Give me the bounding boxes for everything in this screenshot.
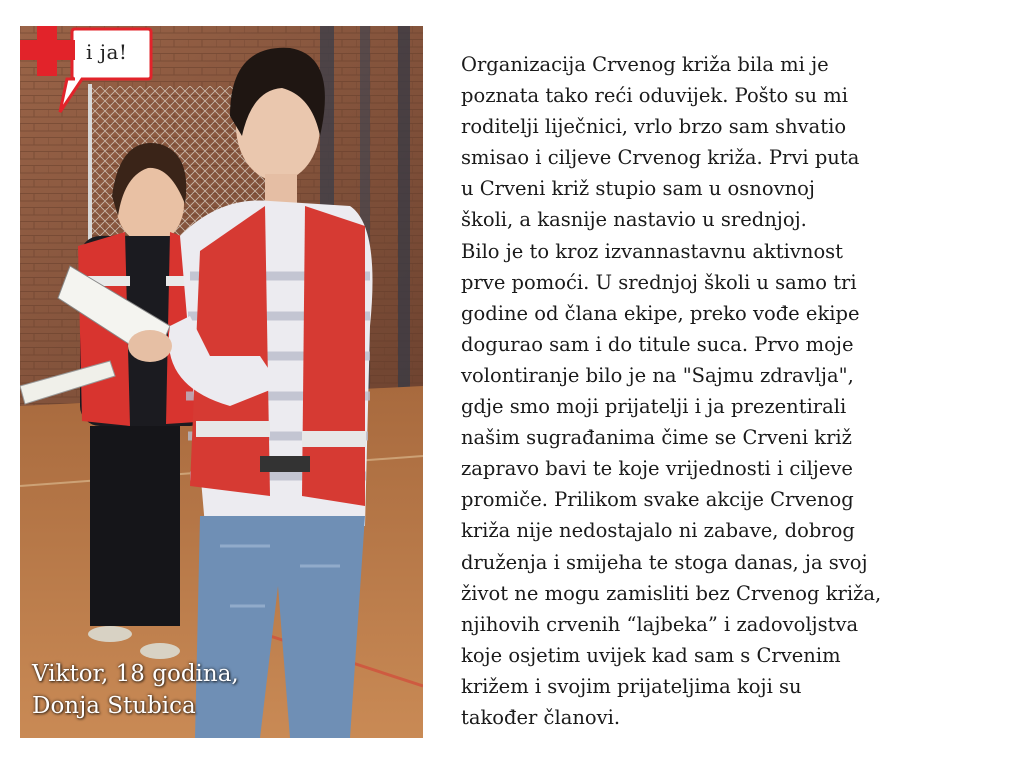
story-line: promiče. Prilikom svake akcije Crvenog [461, 488, 854, 512]
photo-caption [32, 658, 239, 722]
story-line: Organizacija Crvenog križa bila mi je [461, 53, 829, 76]
story-line: godine od člana ekipe, preko vođe ekipe [461, 301, 860, 325]
story-line: u Crveni križ stupio sam u osnovnoj [461, 177, 815, 201]
story-line: njihovih crvenih “lajbeka” i zadovoljstva [461, 612, 859, 636]
story-text [461, 49, 1013, 733]
story-line: koje osjetim uvijek kad sam s Crvenim [461, 643, 841, 667]
caption-location: Donja Stubica [32, 693, 196, 719]
story-line: školi, a kasnije nastavio u srednjoj. [461, 208, 807, 232]
story-line: prve pomoći. U srednjoj školi u samo tri [461, 270, 857, 294]
story-line: zapravo bavi te koje vrijednosti i ciljeve [461, 457, 853, 481]
story-line: život ne mogu zamisliti bez Crvenog križa, [461, 581, 882, 605]
volunteer-photo [20, 26, 423, 738]
story-line: volontiranje bilo je na "Sajmu zdravlja", [461, 363, 854, 387]
story-line: našim sugrađanima čime se Crveni križ [461, 426, 852, 450]
story-line: smisao i ciljeve Crvenog križa. Prvi puta [461, 146, 860, 170]
story-line: Bilo je to kroz izvannastavnu aktivnost [461, 239, 844, 263]
story-line: križa nije nedostajalo ni zabave, dobrog [461, 519, 855, 543]
story-line: također članovi. [461, 705, 621, 729]
story-line: gdje smo moji prijatelji i ja prezentirali [461, 395, 847, 419]
photo-scene [20, 26, 423, 738]
story-line: poznata tako reći oduvijek. Pošto su mi [461, 84, 848, 108]
story-line: roditelji liječnici, vrlo brzo sam shvatio [461, 115, 847, 139]
red-cross-logo [20, 26, 170, 116]
story-line: križem i svojim prijateljima koji su [461, 674, 802, 698]
story-line: druženja i smijeha te stoga danas, ja svoj [461, 550, 868, 574]
caption-name-age: Viktor, 18 godina, [32, 661, 239, 687]
bubble-text: i ja! [86, 40, 128, 64]
story-line: dogurao sam i do titule suca. Prvo moje [461, 332, 854, 356]
